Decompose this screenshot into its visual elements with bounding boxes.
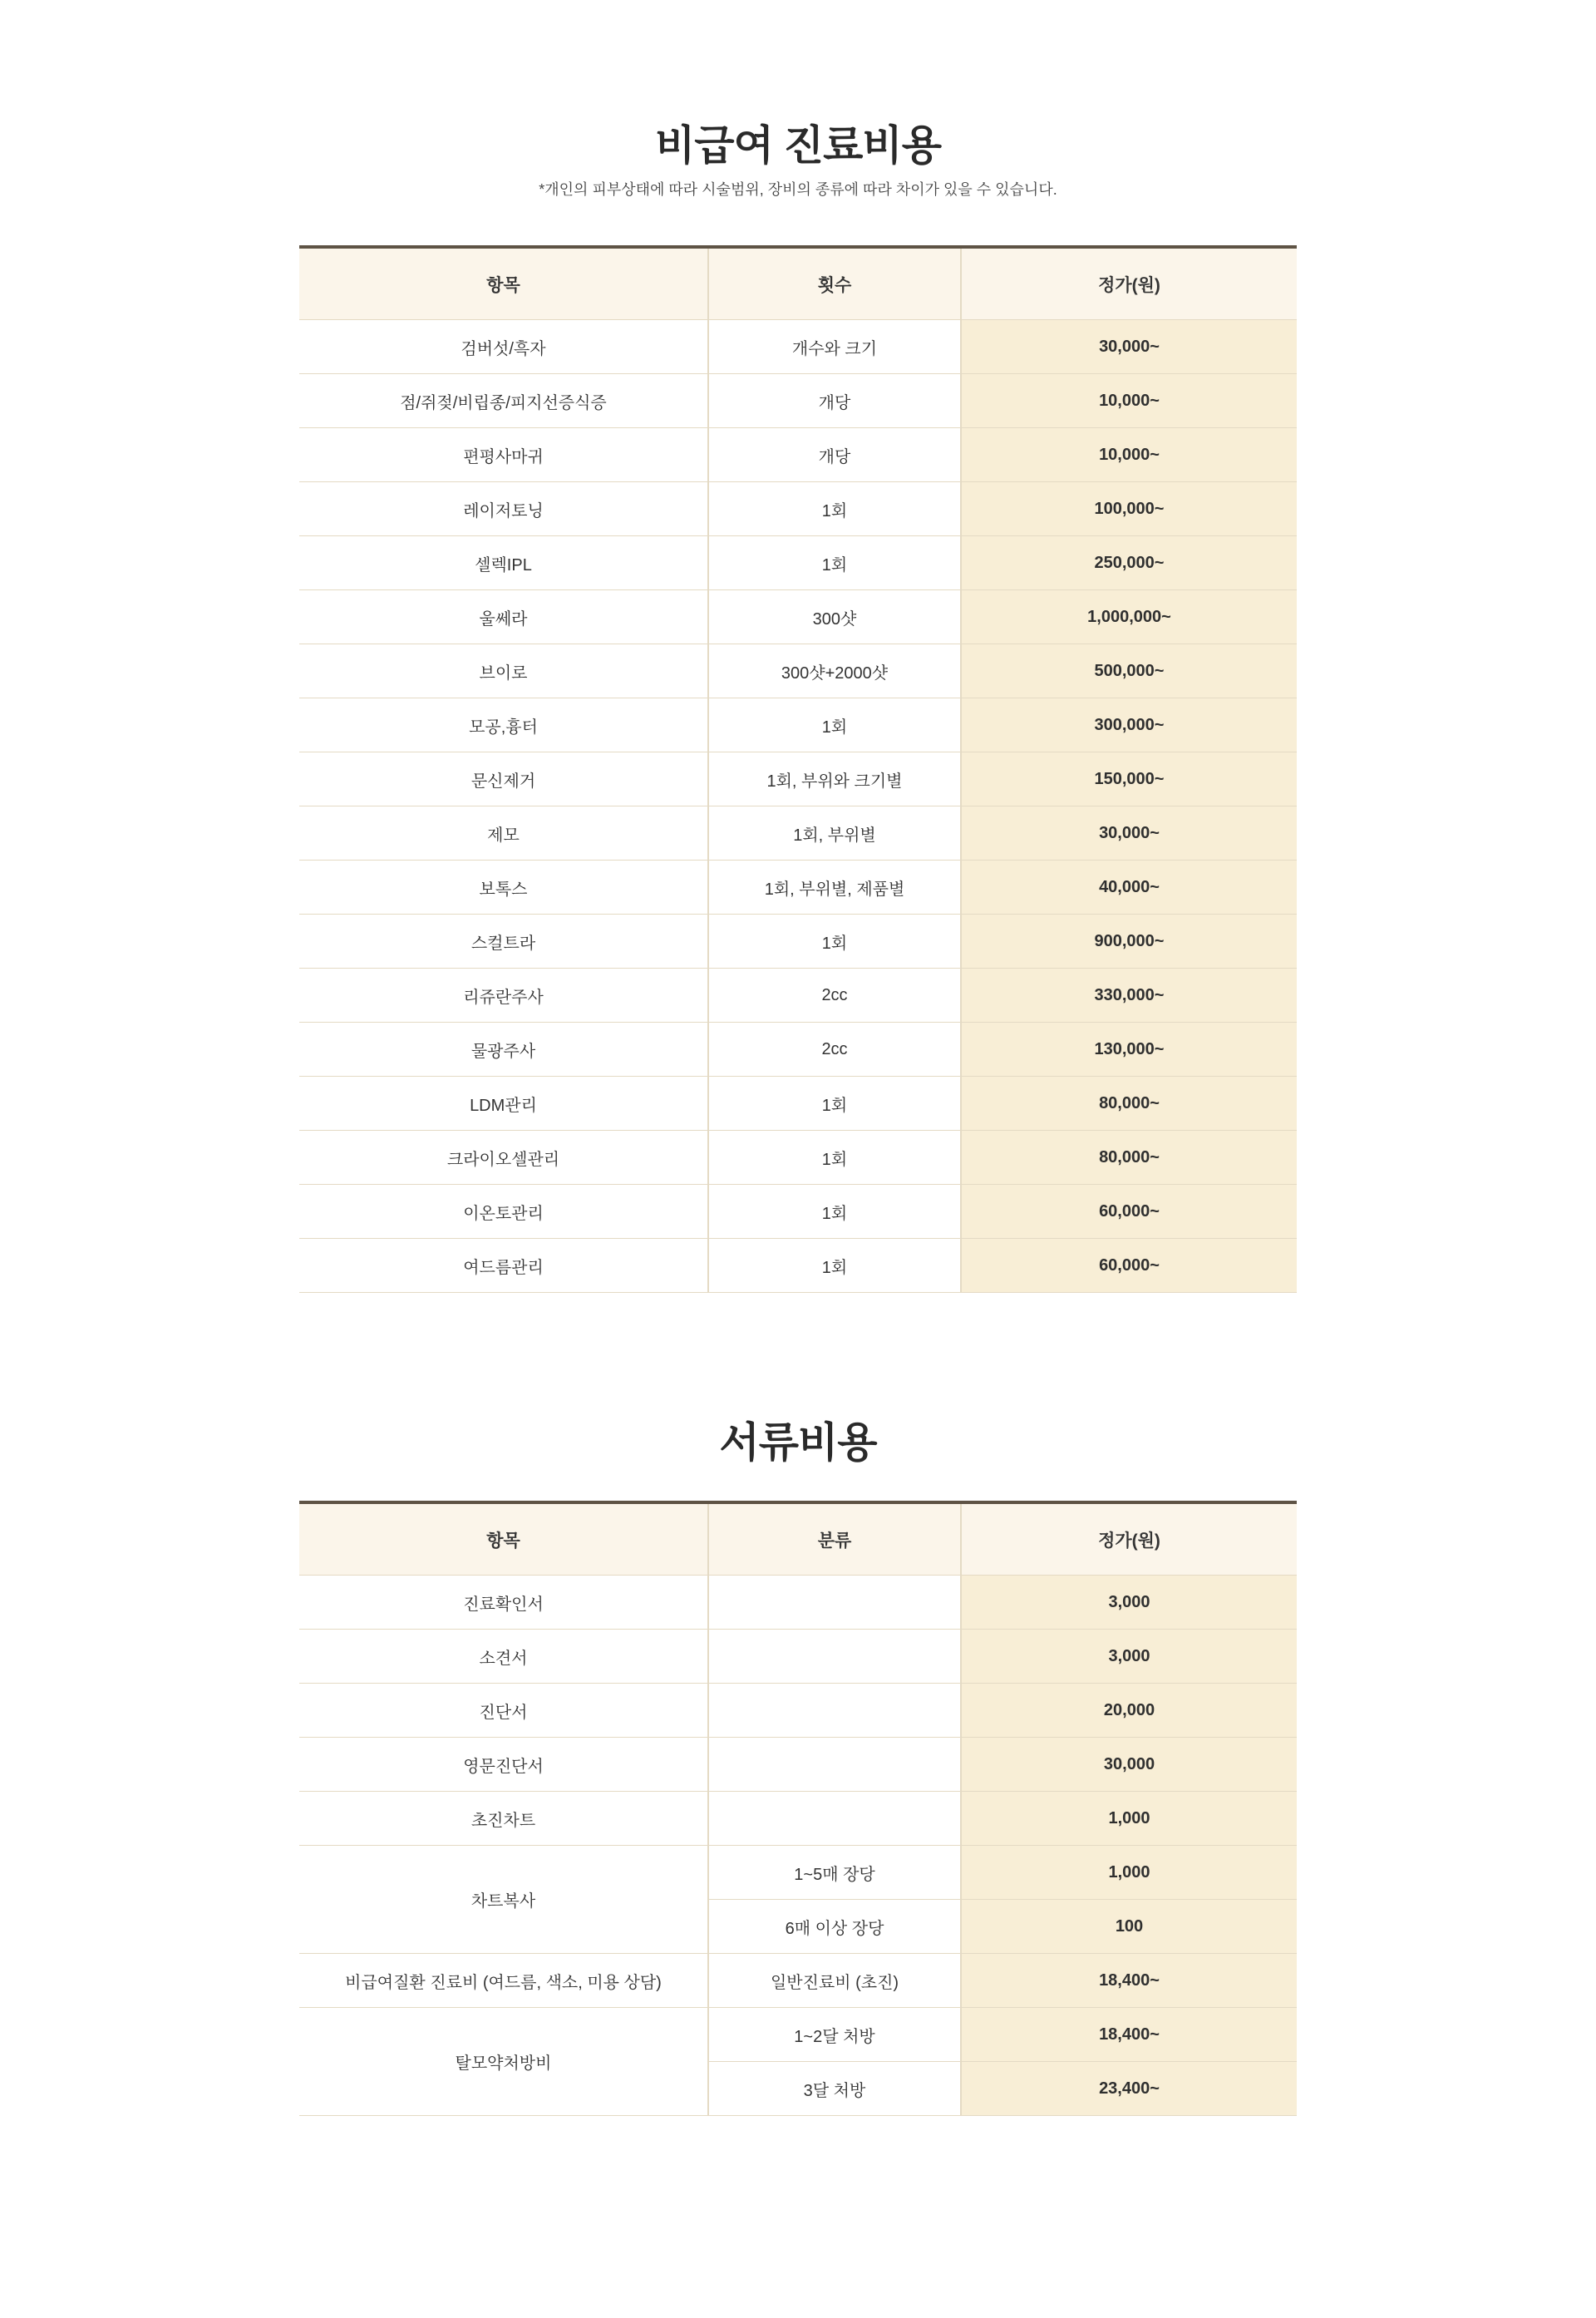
item-cell: 초진차트	[299, 1792, 708, 1846]
category-cell: 1~2달 처방	[708, 2008, 961, 2062]
price-cell: 150,000~	[961, 752, 1297, 806]
table-row	[299, 1185, 1297, 1239]
table-row	[299, 536, 1297, 590]
documents-table-body	[299, 1576, 1297, 2116]
table-header-row	[299, 247, 1297, 320]
table-row	[299, 1684, 1297, 1738]
table-row	[299, 1023, 1297, 1077]
table-row	[299, 644, 1297, 698]
category-cell	[708, 1738, 961, 1792]
item-cell: 진단서	[299, 1684, 708, 1738]
table-row	[299, 1846, 1297, 1900]
price-cell: 900,000~	[961, 915, 1297, 969]
price-cell: 30,000~	[961, 806, 1297, 861]
table-row	[299, 969, 1297, 1023]
documents-section	[299, 1293, 1297, 2116]
price-cell: 80,000~	[961, 1077, 1297, 1131]
table-row	[299, 1239, 1297, 1293]
table-row	[299, 2008, 1297, 2062]
price-cell: 1,000	[961, 1846, 1297, 1900]
item-cell: 편평사마귀	[299, 428, 708, 482]
count-cell: 2cc	[708, 1023, 961, 1077]
item-cell: 보톡스	[299, 861, 708, 915]
table-row	[299, 1576, 1297, 1630]
noncovered-section	[299, 0, 1297, 1293]
count-cell: 300샷+2000샷	[708, 644, 961, 698]
item-cell: 리쥬란주사	[299, 969, 708, 1023]
count-cell: 개당	[708, 374, 961, 428]
table-row	[299, 1738, 1297, 1792]
count-cell: 2cc	[708, 969, 961, 1023]
category-cell: 1~5매 장당	[708, 1846, 961, 1900]
count-cell: 1회	[708, 536, 961, 590]
item-cell: 브이로	[299, 644, 708, 698]
category-cell	[708, 1630, 961, 1684]
header-price: 정가(원)	[961, 247, 1297, 320]
price-cell: 3,000	[961, 1576, 1297, 1630]
header-item: 항목	[299, 247, 708, 320]
table-row	[299, 752, 1297, 806]
price-cell: 80,000~	[961, 1131, 1297, 1185]
category-cell	[708, 1792, 961, 1846]
count-cell: 300샷	[708, 590, 961, 644]
count-cell: 1회, 부위와 크기별	[708, 752, 961, 806]
price-cell: 10,000~	[961, 374, 1297, 428]
table-row	[299, 1792, 1297, 1846]
category-cell: 3달 처방	[708, 2062, 961, 2116]
price-cell: 1,000,000~	[961, 590, 1297, 644]
item-cell: 점/쥐젖/비립종/피지선증식증	[299, 374, 708, 428]
item-cell: LDM관리	[299, 1077, 708, 1131]
price-cell: 130,000~	[961, 1023, 1297, 1077]
header-category: 분류	[708, 1502, 961, 1576]
documents-price-table	[299, 1501, 1297, 2116]
item-cell: 셀렉IPL	[299, 536, 708, 590]
table-row	[299, 861, 1297, 915]
item-cell: 소견서	[299, 1630, 708, 1684]
item-cell-hair-loss: 탈모약처방비	[299, 2008, 708, 2116]
price-cell: 20,000	[961, 1684, 1297, 1738]
count-cell: 1회	[708, 1185, 961, 1239]
noncovered-notice: *개인의 피부상태에 따라 시술범위, 장비의 종류에 따라 차이가 있을 수 있습니다.	[539, 181, 1057, 198]
count-cell: 1회	[708, 1239, 961, 1293]
table-row	[299, 1954, 1297, 2008]
item-cell: 제모	[299, 806, 708, 861]
table-row	[299, 1630, 1297, 1684]
count-cell: 개당	[708, 428, 961, 482]
item-cell: 진료확인서	[299, 1576, 708, 1630]
item-cell: 크라이오셀관리	[299, 1131, 708, 1185]
table-row	[299, 428, 1297, 482]
item-cell: 레이저토닝	[299, 482, 708, 536]
price-cell: 100,000~	[961, 482, 1297, 536]
noncovered-table-body	[299, 320, 1297, 1293]
table-row	[299, 1077, 1297, 1131]
price-cell: 18,400~	[961, 1954, 1297, 2008]
noncovered-price-table	[299, 245, 1297, 1293]
table-header-row	[299, 1502, 1297, 1576]
price-cell: 10,000~	[961, 428, 1297, 482]
category-cell: 6매 이상 장당	[708, 1900, 961, 1954]
table-row	[299, 915, 1297, 969]
count-cell: 개수와 크기	[708, 320, 961, 374]
noncovered-title: 비급여 진료비용	[655, 122, 941, 169]
item-cell: 여드름관리	[299, 1239, 708, 1293]
price-cell: 18,400~	[961, 2008, 1297, 2062]
price-cell: 60,000~	[961, 1185, 1297, 1239]
price-cell: 1,000	[961, 1792, 1297, 1846]
count-cell: 1회	[708, 1077, 961, 1131]
table-row	[299, 320, 1297, 374]
item-cell: 스컬트라	[299, 915, 708, 969]
price-cell: 250,000~	[961, 536, 1297, 590]
header-count: 횟수	[708, 247, 961, 320]
documents-title: 서류비용	[719, 1419, 877, 1466]
price-cell: 500,000~	[961, 644, 1297, 698]
table-row	[299, 590, 1297, 644]
price-cell: 300,000~	[961, 698, 1297, 752]
table-row	[299, 374, 1297, 428]
category-cell	[708, 1684, 961, 1738]
count-cell: 1회	[708, 1131, 961, 1185]
price-cell: 30,000~	[961, 320, 1297, 374]
item-cell: 모공,흉터	[299, 698, 708, 752]
item-cell-chart-copy: 차트복사	[299, 1846, 708, 1954]
item-cell: 이온토관리	[299, 1185, 708, 1239]
price-cell: 330,000~	[961, 969, 1297, 1023]
price-cell: 23,400~	[961, 2062, 1297, 2116]
item-cell: 검버섯/흑자	[299, 320, 708, 374]
table-row	[299, 698, 1297, 752]
category-cell	[708, 1576, 961, 1630]
price-cell: 60,000~	[961, 1239, 1297, 1293]
count-cell: 1회	[708, 482, 961, 536]
price-cell: 100	[961, 1900, 1297, 1954]
header-item: 항목	[299, 1502, 708, 1576]
item-cell: 비급여질환 진료비 (여드름, 색소, 미용 상담)	[299, 1954, 708, 2008]
count-cell: 1회, 부위별	[708, 806, 961, 861]
table-row	[299, 482, 1297, 536]
count-cell: 1회	[708, 698, 961, 752]
category-cell: 일반진료비 (초진)	[708, 1954, 961, 2008]
item-cell: 영문진단서	[299, 1738, 708, 1792]
item-cell: 문신제거	[299, 752, 708, 806]
count-cell: 1회, 부위별, 제품별	[708, 861, 961, 915]
item-cell: 물광주사	[299, 1023, 708, 1077]
header-price: 정가(원)	[961, 1502, 1297, 1576]
item-cell: 울쎄라	[299, 590, 708, 644]
price-cell: 3,000	[961, 1630, 1297, 1684]
table-row	[299, 1131, 1297, 1185]
price-cell: 40,000~	[961, 861, 1297, 915]
table-row	[299, 806, 1297, 861]
count-cell: 1회	[708, 915, 961, 969]
price-cell: 30,000	[961, 1738, 1297, 1792]
